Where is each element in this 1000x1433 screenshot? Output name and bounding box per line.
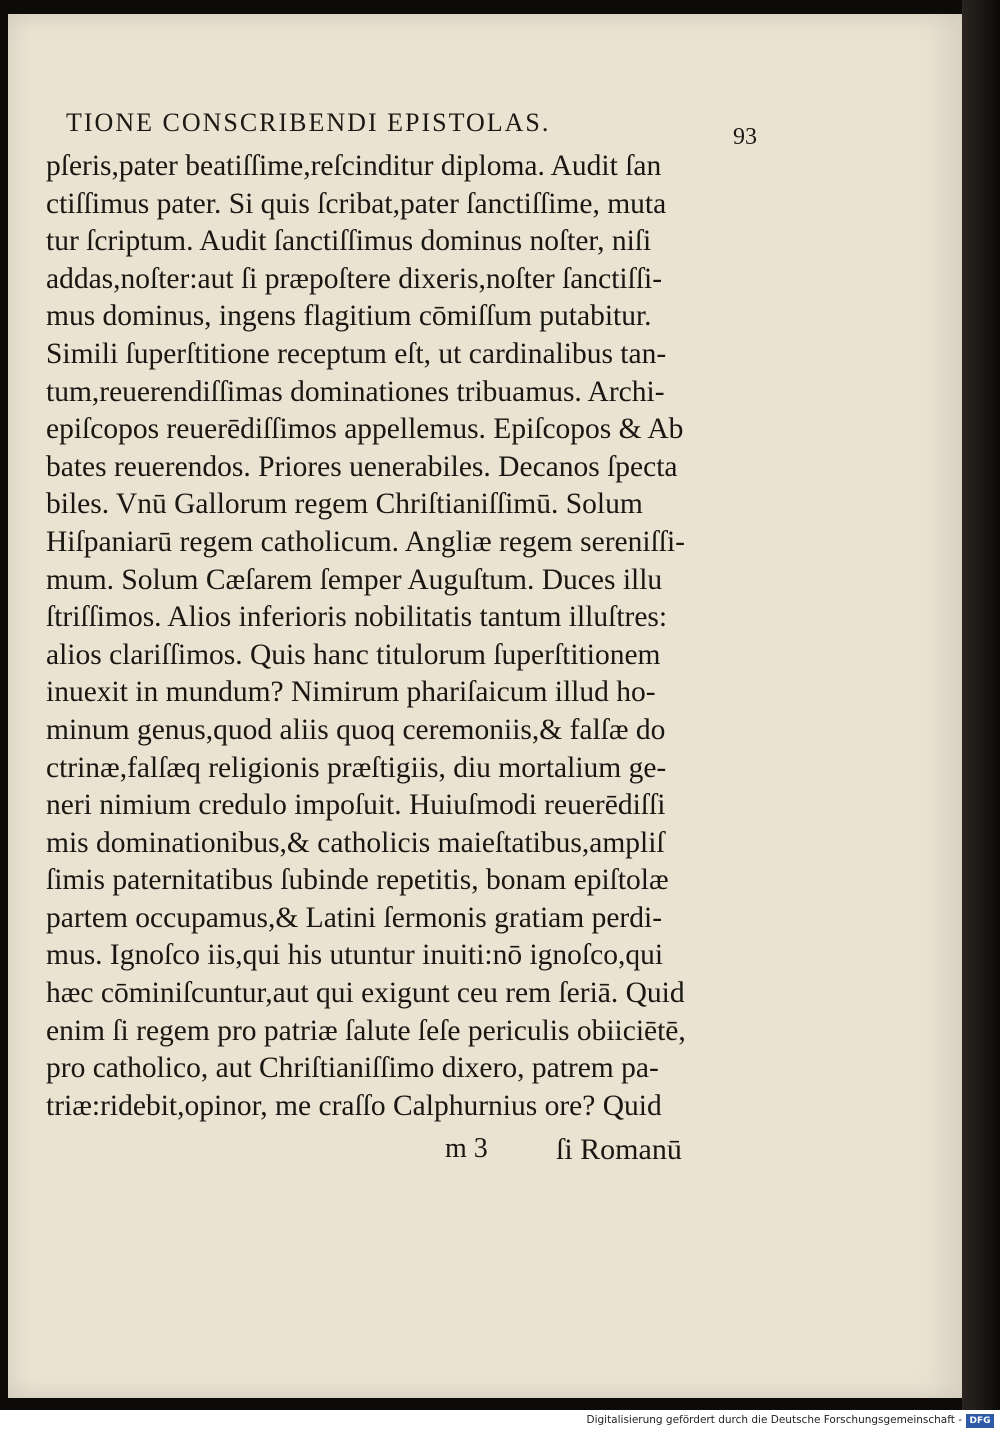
- text-line: tum,reuerendiſſimas dominationes tribuamus. Archi-: [46, 375, 665, 408]
- text-line: addas,noſter:aut ſi præpoſtere dixeris,noſter ſanctiſſi-: [46, 262, 663, 295]
- text-line: mus dominus, ingens flagitium cōmiſſum putabitur.: [46, 300, 652, 333]
- text-line: ſtriſſimos. Alios inferioris nobilitatis tantum illuſtres:: [46, 601, 668, 634]
- footer-bar: [0, 1410, 1000, 1433]
- text-line: triæ:ridebit,opinor, me craſſo Calphurnius ore? Quid: [46, 1089, 662, 1122]
- text-line: hæc cōminiſcuntur,aut qui exigunt ceu rem ſeriā. Quid: [46, 977, 685, 1010]
- text-line: epiſcopos reuerēdiſſimos appellemus. Epiſcopos & Ab: [46, 413, 684, 446]
- text-line: partem occupamus,& Latini ſermonis gratiam perdi-: [46, 901, 663, 934]
- text-line: pſeris,pater beatiſſime,reſcinditur diploma. Audit ſan: [46, 150, 662, 182]
- text-line: tur ſcriptum. Audit ſanctiſſimus dominus noſter, niſi: [46, 225, 652, 258]
- running-head: TIONE CONSCRIBENDI EPISTOLAS.: [66, 108, 551, 137]
- catchword: ſi Romanū: [556, 1133, 682, 1166]
- page-number: 93: [733, 124, 757, 150]
- text-line: minum genus,quod aliis quoq ceremoniis,& falſæ do: [46, 713, 666, 746]
- text-line: mus. Ignoſco iis,qui his utuntur inuiti:nō ignoſco,qui: [46, 939, 664, 972]
- text-line: biles. Vnū Gallorum regem Chriſtianiſſimū. Solum: [46, 488, 643, 521]
- text-line: inuexit in mundum? Nimirum phariſaicum illud ho-: [46, 676, 656, 709]
- text-line: enim ſi regem pro patriæ ſalute ſeſe periculis obiiciētē,: [46, 1014, 686, 1047]
- text-line: Simili ſuperſtitione receptum eſt, ut cardinalibus tan-: [46, 337, 667, 370]
- text-line: ſimis paternitatibus ſubinde repetitis, bonam epiſtolæ: [46, 864, 669, 897]
- book-spine-edge: [962, 0, 1000, 1410]
- text-line: ctiſſimus pater. Si quis ſcribat,pater ſanctiſſime, muta: [46, 187, 667, 220]
- text-line: mis dominationibus,& catholicis maieſtatibus,ampliſ: [46, 826, 665, 859]
- text-line: bates reuerendos. Priores uenerabiles. Decanos ſpecta: [46, 450, 678, 483]
- text-line: Hiſpaniarū regem catholicum. Angliæ regem sereniſſi-: [46, 525, 685, 558]
- text-block: [46, 148, 736, 1125]
- text-line: pro catholico, aut Chriſtianiſſimo dixero, patrem pa-: [46, 1052, 659, 1085]
- dfg-logo-icon: DFG: [966, 1414, 994, 1428]
- funding-notice: Digitalisierung gefördert durch die Deutsche Forschungsgemeinschaft -: [586, 1414, 962, 1426]
- text-line: ctrinæ,falſæq religionis præſtigiis, diu mortalium ge-: [46, 751, 667, 784]
- signature-mark: m 3: [445, 1133, 488, 1164]
- text-line: mum. Solum Cæſarem ſemper Auguſtum. Duces illu: [46, 563, 663, 596]
- text-line: alios clariſſimos. Quis hanc titulorum ſuperſtitionem: [46, 638, 661, 671]
- text-line: neri nimium credulo impoſuit. Huiuſmodi reuerēdiſſi: [46, 789, 666, 822]
